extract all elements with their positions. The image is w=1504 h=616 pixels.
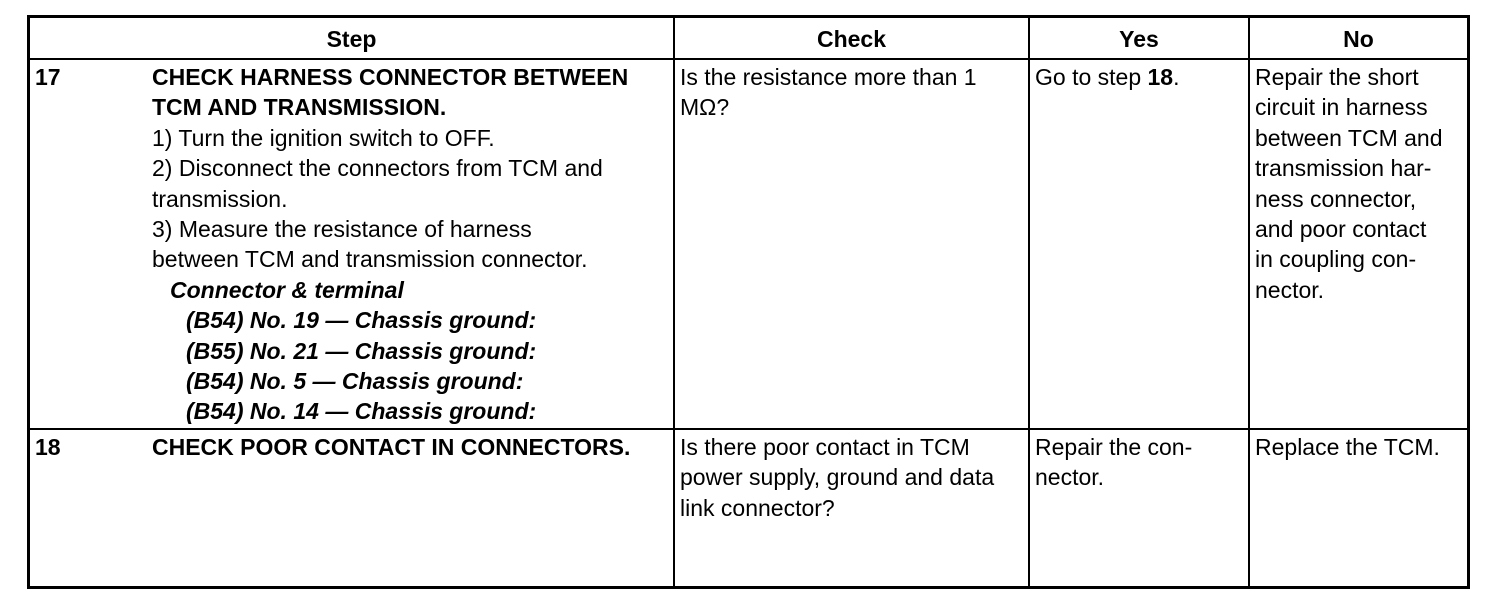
no-line: in coupling con-	[1255, 246, 1417, 273]
no-line: ness connector,	[1255, 185, 1417, 212]
yes-line: Repair the con-	[1035, 434, 1193, 460]
header-no: No	[1343, 25, 1374, 52]
header-step: Step	[326, 25, 377, 52]
step-description	[152, 432, 672, 462]
spec-item: (B54) No. 19 — Chassis ground:	[186, 307, 537, 334]
header-check: Check	[816, 25, 887, 52]
no-line: between TCM and	[1255, 124, 1443, 151]
yes-step-reference: 18	[1147, 64, 1174, 90]
row-divider	[30, 428, 1467, 430]
yes-text	[1035, 432, 1245, 493]
troubleshooting-table	[27, 15, 1470, 589]
check-line: MΩ?	[680, 94, 730, 121]
yes-suffix: .	[1173, 64, 1180, 90]
no-line: Replace the TCM.	[1255, 434, 1440, 460]
instruction-line: 3) Measure the resistance of harness	[152, 216, 532, 243]
header-yes: Yes	[1119, 25, 1159, 52]
yes-line: nector.	[1035, 464, 1105, 491]
step-number: 18	[35, 434, 61, 460]
spec-item: (B54) No. 14 — Chassis ground:	[186, 398, 537, 425]
check-text	[680, 432, 1025, 523]
check-line: Is there poor contact in TCM	[680, 434, 970, 460]
step-title-line: CHECK POOR CONTACT IN CONNECTORS.	[152, 434, 631, 460]
check-line: power supply, ground and data	[680, 464, 995, 491]
step-description	[152, 62, 672, 427]
check-line: link connector?	[680, 494, 835, 521]
yes-prefix: Go to step	[1035, 64, 1148, 90]
column-divider	[673, 18, 675, 586]
column-divider	[1028, 18, 1030, 586]
no-line: circuit in harness	[1255, 94, 1428, 121]
spec-heading: Connector & terminal	[170, 276, 404, 303]
instruction-line: between TCM and transmission connector.	[152, 246, 588, 273]
no-line: and poor contact	[1255, 216, 1427, 243]
step-title-line: CHECK HARNESS CONNECTOR BETWEEN	[152, 64, 629, 90]
no-line: Repair the short	[1255, 64, 1419, 90]
instruction-line: 1) Turn the ignition switch to OFF.	[152, 124, 495, 151]
no-text	[1255, 432, 1467, 462]
step-number: 17	[35, 64, 61, 90]
no-text	[1255, 62, 1467, 305]
spec-item: (B55) No. 21 — Chassis ground:	[186, 337, 537, 364]
no-line: transmission har-	[1255, 155, 1432, 182]
check-line: Is the resistance more than 1	[680, 64, 977, 90]
instruction-line: 2) Disconnect the connectors from TCM and	[152, 155, 603, 182]
spec-item: (B54) No. 5 — Chassis ground:	[186, 368, 524, 395]
check-text	[680, 62, 1025, 123]
yes-text	[1035, 62, 1245, 92]
instruction-line: transmission.	[152, 185, 288, 212]
no-line: nector.	[1255, 276, 1325, 303]
column-divider	[1248, 18, 1250, 586]
step-title-line: TCM AND TRANSMISSION.	[152, 94, 447, 121]
